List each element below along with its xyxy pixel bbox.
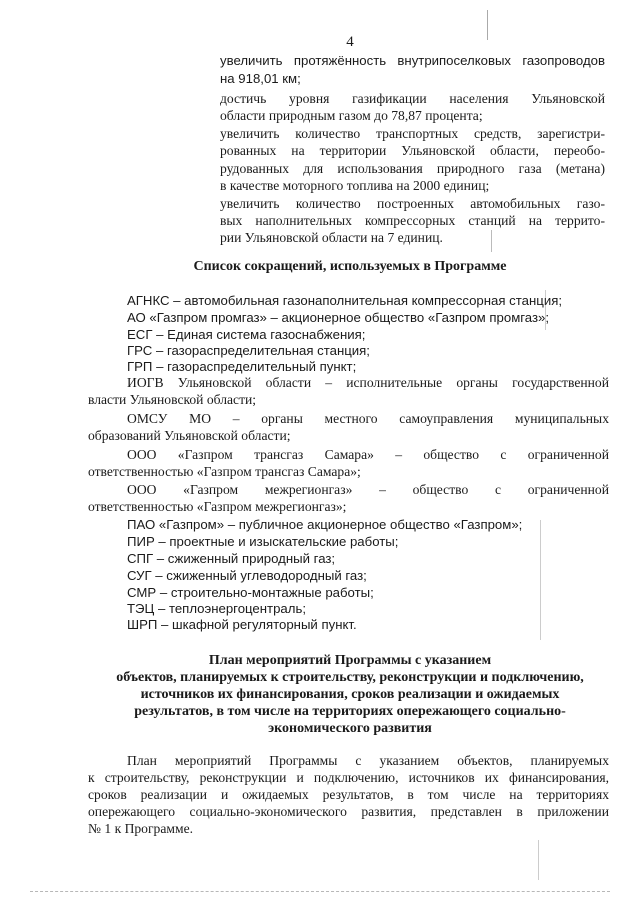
plan-title-line-3: источников их финансирования, сроков реализации и ожидаемых xyxy=(140,687,560,702)
abbreviations-title: Список сокращений, используемых в Программе xyxy=(193,259,507,274)
abbr-spg: СПГ – сжиженный природный газ; xyxy=(127,551,336,566)
abbr-mezhregiongaz-line-2: ответственностью «Газпром межрегионгаз»; xyxy=(88,499,347,514)
abbr-pao-gazprom: ПАО «Газпром» – публичное акционерное общество «Газпром»; xyxy=(127,517,523,532)
abbr-ao-gazprom-promgaz: АО «Газпром промгаз» – акционерное общество «Газпром промгаз»; xyxy=(127,310,550,325)
plan-title-line-2: объектов, планируемых к строительству, реконструкции и подключению, xyxy=(116,670,584,685)
goal-2-line-2: области природным газом до 78,87 процента; xyxy=(220,108,483,123)
goal-3-line-1: увеличить количество транспортных средств, зарегистри- xyxy=(220,126,605,141)
goal-4-line-2: вых наполнительных компрессорных станций на террито- xyxy=(220,213,605,228)
plan-paragraph-line-5: № 1 к Программе. xyxy=(88,821,194,836)
goal-3-line-4: в качестве моторного топлива на 2000 единиц; xyxy=(220,178,490,193)
abbr-grp: ГРП – газораспределительный пункт; xyxy=(127,359,357,374)
plan-paragraph-line-1: План мероприятий Программы с указанием объектов, планируемых xyxy=(127,753,609,768)
goal-1-line-1: увеличить протяжённость внутрипоселковых газопроводов xyxy=(220,53,605,68)
scan-rule-right-1 xyxy=(487,10,488,40)
abbr-mezhregiongaz-line-1: ООО «Газпром межрегионгаз» – общество с ограниченной xyxy=(127,482,609,497)
goal-1-line-2: на 918,01 км; xyxy=(220,71,301,86)
abbr-sug: СУГ – сжиженный углеводородный газ; xyxy=(127,568,367,583)
abbr-transgaz-line-2: ответственностью «Газпром трансгаз Самара»; xyxy=(88,464,361,479)
plan-title-line-1: План мероприятий Программы с указанием xyxy=(208,653,492,668)
abbr-omsu-line-2: образований Ульяновской области; xyxy=(88,428,291,443)
goal-2-line-1: достичь уровня газификации населения Ульяновской xyxy=(220,91,605,106)
goal-3-line-2: рованных на территории Ульяновской области, переобо- xyxy=(220,143,605,158)
abbr-iogv-line-1: ИОГВ Ульяновской области – исполнительные органы государственной xyxy=(127,375,609,390)
scan-rule-right-5 xyxy=(538,840,539,880)
abbr-esg: ЕСГ – Единая система газоснабжения; xyxy=(127,327,366,342)
abbr-pir: ПИР – проектные и изыскательские работы; xyxy=(127,534,399,549)
abbr-iogv-line-2: власти Ульяновской области; xyxy=(88,392,257,407)
abbr-tets: ТЭЦ – теплоэнергоцентраль; xyxy=(127,601,306,616)
scan-rule-right-2 xyxy=(491,230,492,252)
plan-paragraph-line-2: к строительству, реконструкции и подключению, источников их финансирования, xyxy=(88,770,609,785)
plan-paragraph-line-4: опережающего социально-экономического развития, представлен в приложении xyxy=(88,804,609,819)
abbr-grs: ГРС – газораспределительная станция; xyxy=(127,343,370,358)
abbr-omsu-line-1: ОМСУ МО – органы местного самоуправления муниципальных xyxy=(127,411,609,426)
plan-paragraph-line-3: сроков реализации и ожидаемых результатов, в том числе на территориях xyxy=(88,787,609,802)
plan-title-line-5: экономического развития xyxy=(268,721,432,736)
scan-rule-right-4 xyxy=(540,520,541,640)
abbr-transgaz-line-1: ООО «Газпром трансгаз Самара» – общество с ограниченной xyxy=(127,447,609,462)
goal-3-line-3: рудованных для использования природного газа (метана) xyxy=(220,161,605,176)
page-number: 4 xyxy=(346,34,354,50)
goal-4-line-3: рии Ульяновской области на 7 единиц. xyxy=(220,230,443,245)
scan-rule-right-3 xyxy=(545,290,546,330)
abbr-agnks: АГНКС – автомобильная газонаполнительная компрессорная станция; xyxy=(127,293,563,308)
abbr-shrp: ШРП – шкафной регуляторный пункт. xyxy=(127,617,357,632)
scan-bottom-strip xyxy=(30,891,610,892)
plan-title-line-4: результатов, в том числе на территориях опережающего социально- xyxy=(134,704,566,719)
abbr-smr: СМР – строительно-монтажные работы; xyxy=(127,585,374,600)
goal-4-line-1: увеличить количество построенных автомобильных газо- xyxy=(220,196,605,211)
